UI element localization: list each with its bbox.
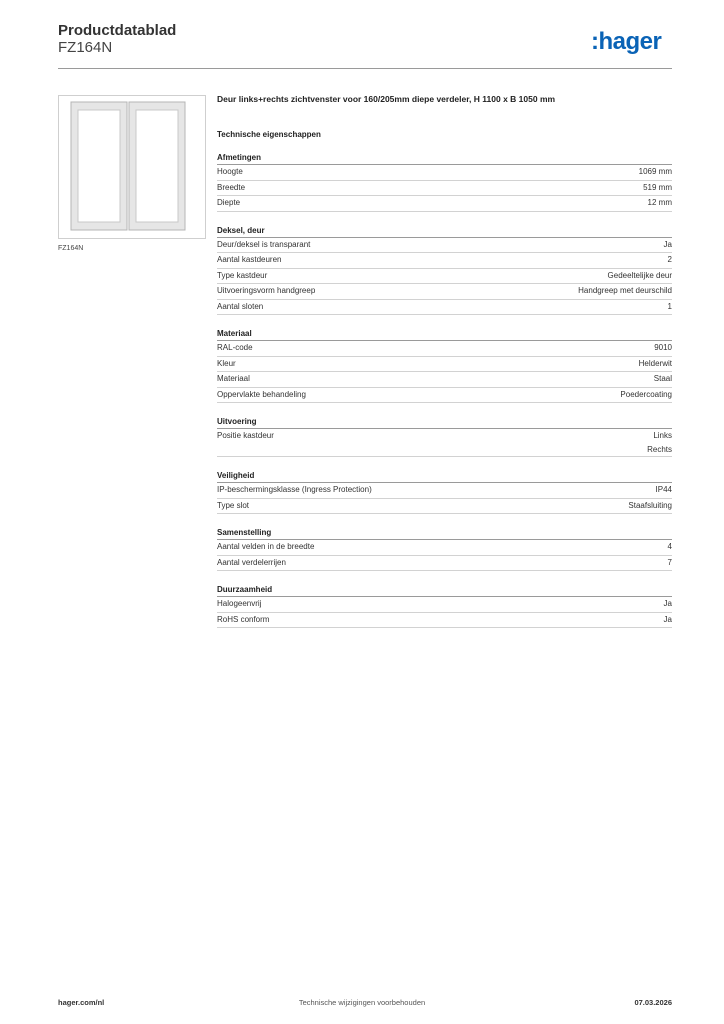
spec-row — [217, 253, 672, 269]
header-divider — [58, 68, 672, 69]
spec-section — [217, 471, 672, 514]
spec-row — [217, 284, 672, 300]
spec-value: 7 — [667, 557, 672, 567]
spec-value: 1069 mm — [638, 167, 672, 176]
spec-value: 9010 — [654, 343, 672, 352]
section-title: Duurzaamheid — [217, 585, 672, 597]
spec-row — [217, 357, 672, 373]
spec-row — [217, 196, 672, 212]
spec-sections — [217, 153, 672, 628]
section-title: Deksel, deur — [217, 226, 672, 238]
product-description: Deur links+rechts zichtvenster voor 160/205mm diepe verdeler, H 1100 x B 1050 mm — [217, 94, 556, 104]
spec-label: Materiaal — [217, 374, 250, 383]
section-title: Veiligheid — [217, 471, 672, 483]
spec-value: Staafsluiting — [628, 500, 672, 510]
spec-section — [217, 329, 672, 403]
spec-label: Uitvoeringsvorm handgreep — [217, 286, 316, 295]
section-title: Materiaal — [217, 329, 672, 341]
spec-section — [217, 417, 672, 457]
spec-value: Gedeeltelijke deur — [607, 270, 672, 280]
spec-label: RoHS conform — [217, 614, 270, 624]
spec-label: Diepte — [217, 198, 241, 207]
spec-value: Staal — [653, 374, 672, 383]
logo-text: hager — [598, 28, 662, 55]
spec-row — [217, 165, 672, 181]
spec-label: Breedte — [217, 182, 246, 192]
spec-section — [217, 528, 672, 571]
tech-heading: Technische eigenschappen — [217, 130, 321, 139]
spec-label: Positie kastdeur — [217, 431, 274, 440]
spec-label: Type slot — [217, 500, 250, 510]
spec-value: Poedercoating — [620, 389, 672, 399]
spec-row — [217, 269, 672, 285]
spec-value: Handgreep met deurschild — [578, 286, 672, 295]
spec-value: 4 — [667, 542, 672, 551]
footer-website[interactable]: hager.com/nl — [58, 998, 105, 1007]
spec-label: Aantal verdelerrijen — [217, 557, 286, 567]
spec-value: Helderwit — [638, 358, 672, 368]
footer-note: Technische wijzigingen voorbehouden — [298, 998, 426, 1007]
spec-row — [217, 300, 672, 316]
spec-label: RAL-code — [217, 343, 253, 352]
image-caption: FZ164N — [58, 245, 84, 252]
spec-label: Hoogte — [217, 167, 243, 176]
spec-row — [217, 613, 672, 629]
section-title: Uitvoering — [217, 417, 672, 429]
spec-value: 2 — [667, 255, 672, 264]
section-title: Samenstelling — [217, 528, 672, 540]
spec-value: Ja — [663, 614, 672, 624]
double-door-panel-icon — [58, 95, 206, 239]
page-title: Productdatablad — [58, 22, 177, 39]
spec-section — [217, 153, 672, 212]
spec-row — [217, 388, 672, 404]
spec-value: IP44 — [655, 485, 672, 494]
spec-section — [217, 585, 672, 628]
spec-label: Aantal sloten — [217, 301, 264, 311]
product-code: FZ164N — [58, 39, 113, 56]
spec-section — [217, 226, 672, 316]
spec-value-line: Links — [653, 431, 672, 440]
footer-date: 07.03.2026 — [634, 998, 672, 1007]
spec-row — [217, 597, 672, 613]
spec-label: Type kastdeur — [217, 270, 268, 280]
spec-content — [217, 94, 672, 628]
spec-label: Oppervlakte behandeling — [217, 389, 306, 399]
spec-value-line: Rechts — [647, 444, 672, 454]
spec-row — [217, 238, 672, 254]
spec-value: 1 — [667, 301, 672, 311]
spec-row — [217, 556, 672, 572]
spec-row — [217, 499, 672, 515]
spec-value: 519 mm — [643, 182, 672, 192]
spec-label: Aantal velden in de breedte — [217, 542, 315, 551]
spec-row — [217, 341, 672, 357]
spec-row — [217, 483, 672, 499]
spec-label: IP-beschermingsklasse (Ingress Protection) — [217, 485, 372, 494]
spec-value: Ja — [663, 599, 672, 608]
spec-value: Ja — [663, 239, 672, 249]
spec-row — [217, 540, 672, 556]
spec-row — [217, 372, 672, 388]
spec-value: 12 mm — [647, 198, 672, 207]
spec-row — [217, 429, 672, 457]
spec-label: Aantal kastdeuren — [217, 255, 282, 264]
spec-row — [217, 181, 672, 197]
spec-label: Halogeenvrij — [217, 599, 262, 608]
hager-logo: :hager — [591, 28, 662, 55]
section-title: Afmetingen — [217, 153, 672, 165]
spec-label: Deur/deksel is transparant — [217, 239, 311, 249]
spec-label: Kleur — [217, 358, 236, 368]
spec-value — [647, 429, 672, 456]
